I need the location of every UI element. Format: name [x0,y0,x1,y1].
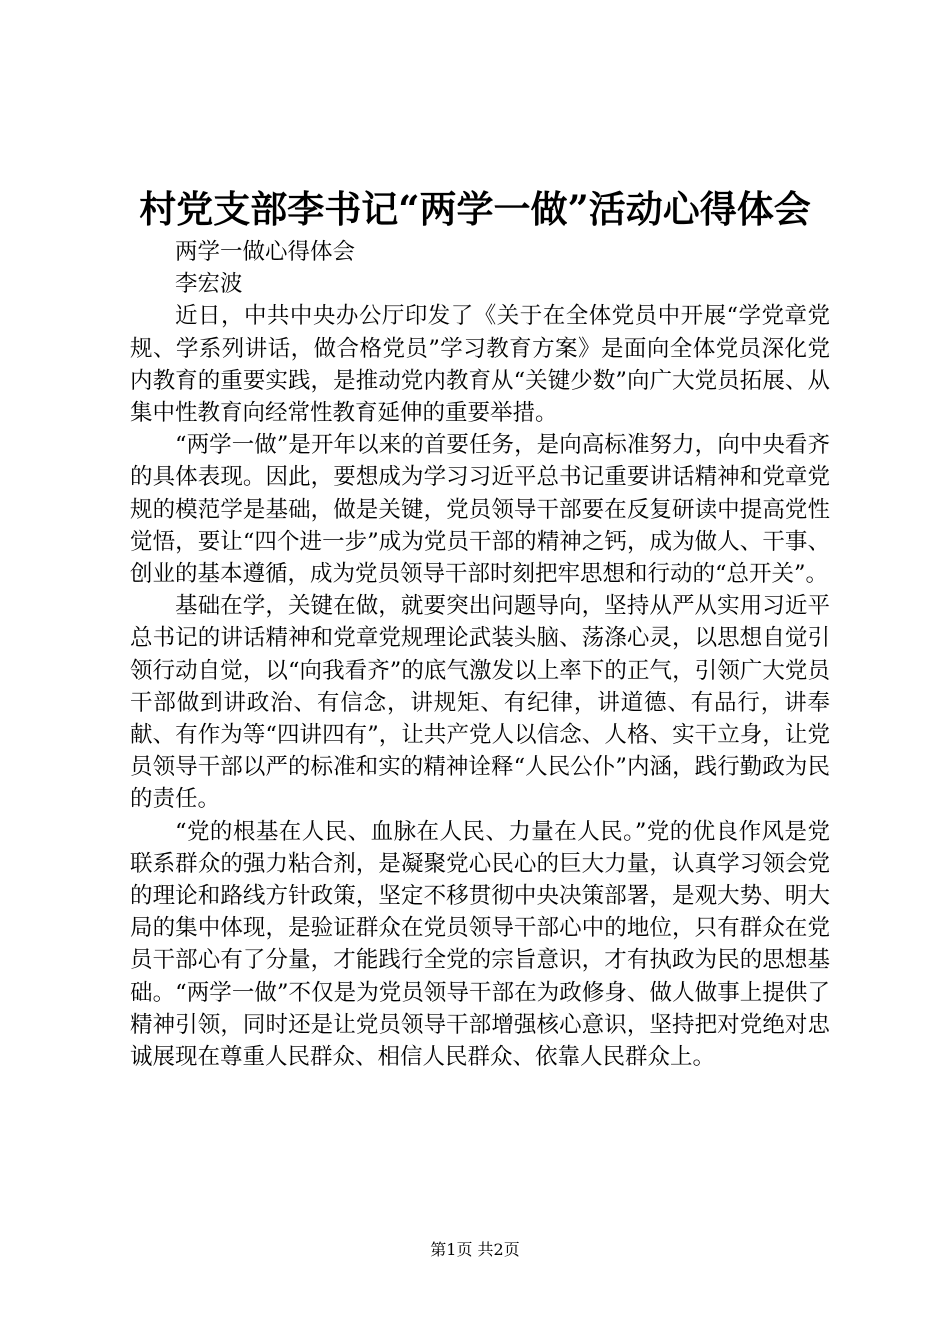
document-subtitle: 两学一做心得体会 [175,239,356,265]
paragraph-4: “党的根基在人民、血脉在人民、力量在人民。”党的优良作风是党联系群众的强力粘合剂，是凝聚党心民心的巨大力量，认真学习领会党的理论和路线方针政策，坚定不移贯彻中央决策部署，是观大势、明大局的集中体现，是验证群众在党员领导干部心中的地位，只有群众在党员干部心有了分量，才能践行全党的宗旨意识，才有执政为民的思想基础。“两学一做”不仅是为党员领导干部在为政修身、做人做事上提供了精神引领，同时还是让党员领导干部增强核心意识，坚持把对党绝对忠诚展现在尊重人民群众、相信人民群众、依靠人民群众上。 [130,818,830,1071]
document-author: 李宏波 [175,271,243,298]
paragraph-3: 基础在学，关键在做，就要突出问题导向，坚持从严从实用习近平总书记的讲话精神和党章党规理论武装头脑、荡涤心灵，以思想自觉引领行动自觉，以“向我看齐”的底气激发以上率下的正气，引领广大党员干部做到讲政治、有信念，讲规矩、有纪律，讲道德、有品行，讲奉献、有作为等“四讲四有”，让共产党人以信念、人格、实干立身，让党员领导干部以严的标准和实的精神诠释“人民公仆”内涵，践行勤政为民的责任。 [130,593,830,813]
document-body [130,236,830,1073]
paragraph-1: 近日，中共中央办公厅印发了《关于在全体党员中开展“学党章党规、学系列讲话，做合格党员”学习教育方案》是面向全体党员深化党内教育的重要实践，是推动党内教育从“关键少数”向广大党员拓展、从集中性教育向经常性教育延伸的重要举措。 [130,303,830,427]
document-title: 村党支部李书记“两学一做”活动心得体会 [139,187,811,231]
page-footer: 第1页 共2页 [430,1240,520,1259]
paragraph-2: “两学一做”是开年以来的首要任务，是向高标准努力，向中央看齐的具体表现。因此，要想成为学习习近平总书记重要讲话精神和党章党规的模范学是基础，做是关键，党员领导干部要在反复研读中提高党性觉悟，要让“四个进一步”成为党员干部的精神之钙，成为做人、干事、创业的基本遵循，成为党员领导干部时刻把牢思想和行动的“总开关”。 [130,432,830,588]
